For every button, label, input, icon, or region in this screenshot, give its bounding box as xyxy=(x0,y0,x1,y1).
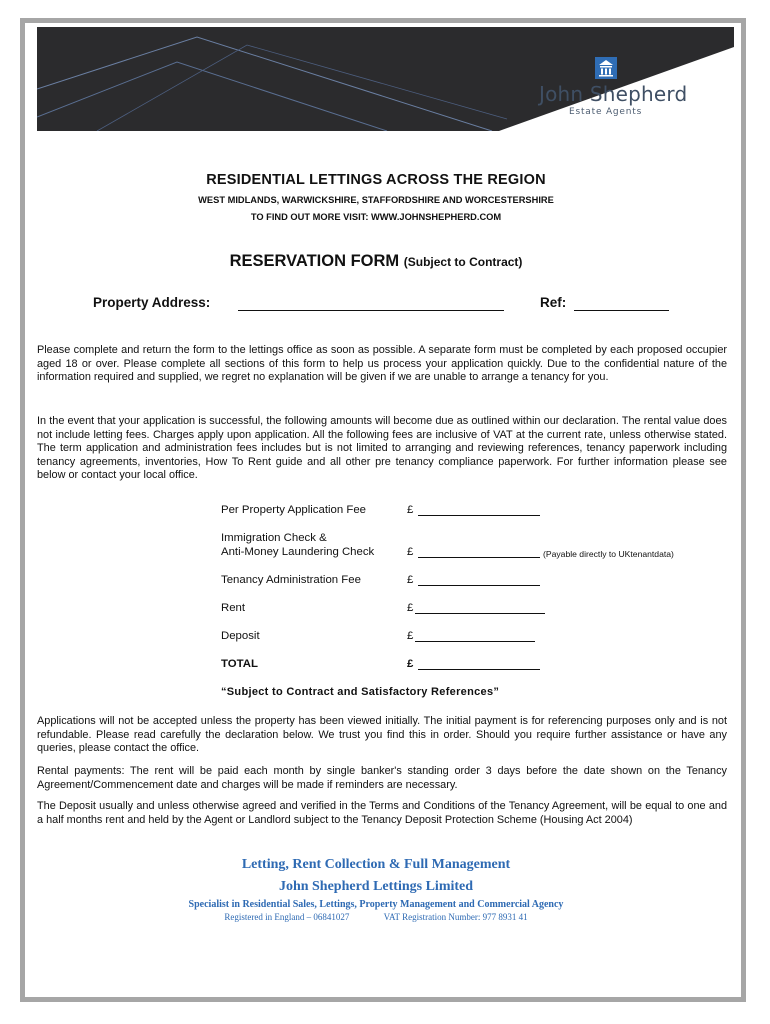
fee-label: Tenancy Administration Fee xyxy=(221,574,361,586)
pound-sign: £ xyxy=(407,574,414,586)
fee-note: (Payable directly to UKtenantdata) xyxy=(543,549,674,559)
pound-sign: £ xyxy=(407,658,414,670)
pound-sign: £ xyxy=(407,504,414,516)
form-title-text: RESERVATION FORM xyxy=(229,252,400,270)
fee-amount-field[interactable] xyxy=(418,557,540,558)
fee-label: Rent xyxy=(221,602,246,614)
fee-label: Anti-Money Laundering Check xyxy=(221,546,375,558)
footer-registered: Registered in England – 06841027 xyxy=(224,912,350,922)
footer-registration xyxy=(0,912,752,922)
website-subheading: TO FIND OUT MORE VISIT: WWW.JOHNSHEPHERD.COM xyxy=(250,212,502,222)
fee-amount-field[interactable] xyxy=(418,669,540,670)
page-heading: RESIDENTIAL LETTINGS ACROSS THE REGION xyxy=(206,172,546,188)
fee-amount-field[interactable] xyxy=(418,515,540,516)
property-address-label: Property Address: xyxy=(93,295,211,310)
building-icon xyxy=(594,56,618,80)
logo-company-name: John Shepherd xyxy=(539,82,688,106)
regions-subheading: WEST MIDLANDS, WARWICKSHIRE, STAFFORDSHIRE AND WORCESTERSHIRE xyxy=(198,195,554,205)
pound-sign: £ xyxy=(407,546,414,558)
page-border xyxy=(20,18,746,1002)
pound-sign: £ xyxy=(407,602,414,614)
form-subtitle: (Subject to Contract) xyxy=(403,255,523,269)
rental-payments-paragraph: Rental payments: The rent will be paid each month by single banker's standing order 3 days before the date shown on the Tenancy Agreement/Commencement date and charges will be made if reminders are necessary. xyxy=(37,765,727,791)
fee-label: Deposit xyxy=(221,630,260,642)
ref-label: Ref: xyxy=(540,295,567,310)
fee-amount-field[interactable] xyxy=(415,641,535,642)
applications-paragraph: Applications will not be accepted unless the property has been viewed initially. The initial payment is for referencing purposes only and is not refundable. Please read carefully the declaration below. We trust you find this in order. Should you require further assistance or have any queries, please contact the office. xyxy=(37,715,727,755)
ref-field[interactable] xyxy=(574,310,669,311)
footer-company: John Shepherd Lettings Limited xyxy=(278,879,474,894)
intro-paragraph: Please complete and return the form to the lettings office as soon as possible. A separate form must be completed by each proposed occupier aged 18 or over. Please complete all sections of this form to help us process your application quickly. Due to the confidential nature of the information required and supplied, we regret no explanation will be given if we are unable to arrange a tenancy for you. xyxy=(37,344,727,384)
fees-info-paragraph: In the event that your application is successful, the following amounts will become due as outlined within our declaration. The rental value does not include letting fees. Charges apply upon application. All the following fees are inclusive of VAT at the current rate, unless otherwise stated. The term application and administration fees includes but is not limited to arranging and reviewing references, tenancy paperwork including tenancy agreements, inventories, How To Rent guide and all other pre tenancy compliance paperwork. For further information please see below or contact your local office. xyxy=(37,415,727,482)
footer-specialist: Specialist in Residential Sales, Lettings, Property Management and Commercial Agency xyxy=(188,899,564,910)
fee-amount-field[interactable] xyxy=(418,585,540,586)
footer-services: Letting, Rent Collection & Full Management xyxy=(241,857,511,872)
fee-label: Immigration Check & xyxy=(221,532,327,544)
fee-label: TOTAL xyxy=(221,658,258,670)
fee-amount-field[interactable] xyxy=(415,613,545,614)
form-title xyxy=(0,252,752,271)
subject-to-contract-note: “Subject to Contract and Satisfactory References” xyxy=(221,686,500,698)
fee-label: Per Property Application Fee xyxy=(221,504,366,516)
property-address-field[interactable] xyxy=(238,310,504,311)
footer-vat: VAT Registration Number: 977 8931 41 xyxy=(383,912,528,922)
deposit-paragraph: The Deposit usually and unless otherwise agreed and verified in the Terms and Conditions of the Tenancy Agreement, will be equal to one and a half months rent and held by the Agent or Landlord subject to the Tenancy Deposit Protection Scheme (Housing Act 2004) xyxy=(37,800,727,826)
logo-tagline: Estate Agents xyxy=(569,107,643,117)
pound-sign: £ xyxy=(407,630,414,642)
